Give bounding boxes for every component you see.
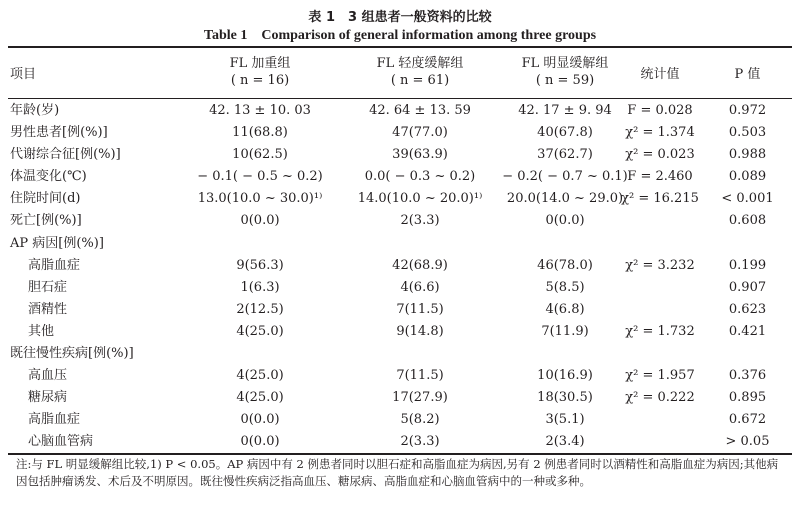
header-group2-n: ( n = 61) (390, 73, 450, 88)
cell-p-value: 0.895 (728, 390, 767, 406)
cell-group1: 4(25.0) (236, 390, 284, 406)
cell-p-value: 0.503 (728, 125, 767, 141)
cell-group1: 2(12.5) (236, 301, 284, 317)
row-label: 心脑血管病 (28, 434, 94, 450)
cell-group1: 4(25.0) (236, 368, 284, 384)
cell-group1: 1(6.3) (240, 279, 280, 295)
header-item: 项目 (10, 67, 37, 82)
cell-group2: 17(27.9) (392, 390, 448, 406)
cell-group2: 14.0(10.0 ~ 20.0)¹⁾ (357, 191, 483, 207)
cell-group1: 10(62.5) (232, 147, 288, 163)
cell-p-value: 0.376 (728, 368, 767, 384)
table-row (0, 343, 800, 365)
cell-statistic: χ² = 16.215 (621, 191, 699, 207)
cell-p-value: 0.608 (728, 213, 767, 229)
top-rule (8, 46, 792, 48)
cell-group2: 0.0( − 0.3 ~ 0.2) (364, 169, 476, 185)
row-label: 其他 (28, 323, 55, 339)
row-label: 代谢综合征[例(%)] (10, 147, 121, 163)
header-p: P 值 (734, 67, 761, 82)
cell-group1: 9(56.3) (236, 257, 284, 273)
cell-p-value: 0.972 (728, 103, 767, 118)
cell-group3: 0(0.0) (545, 213, 585, 229)
cell-group1: 42. 13 ± 10. 03 (209, 103, 311, 118)
cell-statistic: χ² = 0.023 (625, 147, 695, 163)
cell-group3: 5(8.5) (545, 279, 585, 295)
cell-p-value: 0.988 (728, 147, 767, 163)
cell-p-value: 0.089 (728, 169, 767, 185)
cell-group2: 9(14.8) (396, 323, 444, 339)
cell-group3: 7(11.9) (541, 323, 589, 339)
table-title-en: Table 1 Comparison of general information among three groups (203, 28, 597, 43)
header-group1 (180, 55, 340, 89)
cell-group3: 4(6.8) (545, 301, 585, 317)
cell-statistic: χ² = 3.232 (625, 257, 695, 273)
cell-group2: 42(68.9) (392, 257, 448, 273)
cell-group1: 0(0.0) (240, 434, 280, 450)
row-label: AP 病因[例(%)] (10, 235, 104, 251)
cell-p-value: 0.623 (728, 301, 767, 317)
row-label: 高脂血症 (28, 412, 81, 428)
cell-p-value: 0.199 (728, 257, 767, 273)
table-note: 注:与 FL 明显缓解组比较,1) P < 0.05。AP 病因中有 2 例患者同时以胆石症和高脂血症为病因,另有 2 例患者同时以酒精性和高脂血症为病因;其他病因包括肿瘤诱发、术后及不明原因。既往慢性疾病泛指高血压、糖尿病、高脂血症和心脑血管病中的一种或多种。 (16, 457, 779, 488)
header-group1-label: FL 加重组 (229, 56, 291, 71)
table-row (0, 387, 800, 409)
table-row (0, 365, 800, 387)
table-row (0, 299, 800, 321)
cell-group2: 2(3.3) (400, 434, 440, 450)
cell-group1: 4(25.0) (236, 323, 284, 339)
cell-p-value: > 0.05 (725, 434, 770, 450)
cell-group2: 42. 64 ± 13. 59 (369, 103, 471, 118)
table-row (0, 122, 800, 144)
header-group2-label: FL 轻度缓解组 (376, 56, 464, 71)
cell-group1: − 0.1( − 0.5 ~ 0.2) (197, 169, 323, 185)
cell-statistic: F = 0.028 (627, 103, 693, 118)
row-label: 年龄(岁) (10, 103, 60, 118)
cell-group1: 0(0.0) (240, 213, 280, 229)
cell-group3: 18(30.5) (537, 390, 593, 406)
row-label: 酒精性 (28, 301, 68, 317)
cell-statistic: χ² = 1.732 (625, 323, 695, 339)
cell-statistic: χ² = 1.374 (625, 125, 695, 141)
header-rule (8, 98, 792, 99)
cell-group3: 46(78.0) (537, 257, 593, 273)
row-label: 胆石症 (28, 279, 68, 295)
table-row (0, 166, 800, 188)
cell-group3: 40(67.8) (537, 125, 593, 141)
table-row (0, 277, 800, 299)
row-label: 高脂血症 (28, 257, 81, 273)
cell-group3: 10(16.9) (537, 368, 593, 384)
cell-group2: 2(3.3) (400, 213, 440, 229)
table-title-cn: 表 1 3 组患者一般资料的比较 (308, 10, 492, 25)
cell-group3: 3(5.1) (545, 412, 585, 428)
cell-group2: 47(77.0) (392, 125, 448, 141)
header-group1-n: ( n = 16) (230, 73, 290, 88)
cell-p-value: < 0.001 (721, 191, 774, 207)
row-label: 住院时间(d) (10, 191, 81, 207)
cell-group3: 2(3.4) (545, 434, 585, 450)
row-label: 男性患者[例(%)] (10, 125, 108, 141)
row-label: 糖尿病 (28, 390, 68, 406)
cell-group1: 13.0(10.0 ~ 30.0)¹⁾ (197, 191, 323, 207)
cell-p-value: 0.421 (728, 323, 767, 339)
bottom-rule (8, 453, 792, 455)
row-label: 既往慢性疾病[例(%)] (10, 346, 134, 362)
header-group3-n: ( n = 59) (535, 73, 595, 88)
header-group3-label: FL 明显缓解组 (521, 56, 609, 71)
cell-statistic: F = 2.460 (627, 169, 693, 185)
cell-statistic: χ² = 1.957 (625, 368, 695, 384)
cell-p-value: 0.672 (728, 412, 767, 428)
cell-group3: 20.0(14.0 ~ 29.0) (506, 191, 624, 207)
row-label: 体温变化(℃) (10, 169, 87, 185)
table-row (0, 255, 800, 277)
cell-group3: 42. 17 ± 9. 94 (518, 103, 612, 118)
cell-p-value: 0.907 (728, 279, 767, 295)
header-stat: 统计值 (640, 67, 680, 82)
table-row (0, 409, 800, 431)
cell-group2: 7(11.5) (396, 301, 444, 317)
table-body (0, 100, 800, 454)
table-row (0, 233, 800, 255)
table-row (0, 210, 800, 232)
cell-statistic: χ² = 0.222 (625, 390, 695, 406)
cell-group3: 37(62.7) (537, 147, 593, 163)
table-row (0, 431, 800, 453)
cell-group2: 39(63.9) (392, 147, 448, 163)
table-row (0, 144, 800, 166)
cell-group1: 11(68.8) (232, 125, 288, 141)
cell-group2: 5(8.2) (400, 412, 440, 428)
cell-group3: − 0.2( − 0.7 ~ 0.1) (502, 169, 628, 185)
table-row (0, 321, 800, 343)
table-row (0, 100, 800, 122)
cell-group1: 0(0.0) (240, 412, 280, 428)
table-row (0, 188, 800, 210)
row-label: 高血压 (28, 368, 68, 384)
cell-group2: 4(6.6) (400, 279, 440, 295)
cell-group2: 7(11.5) (396, 368, 444, 384)
row-label: 死亡[例(%)] (10, 213, 82, 229)
